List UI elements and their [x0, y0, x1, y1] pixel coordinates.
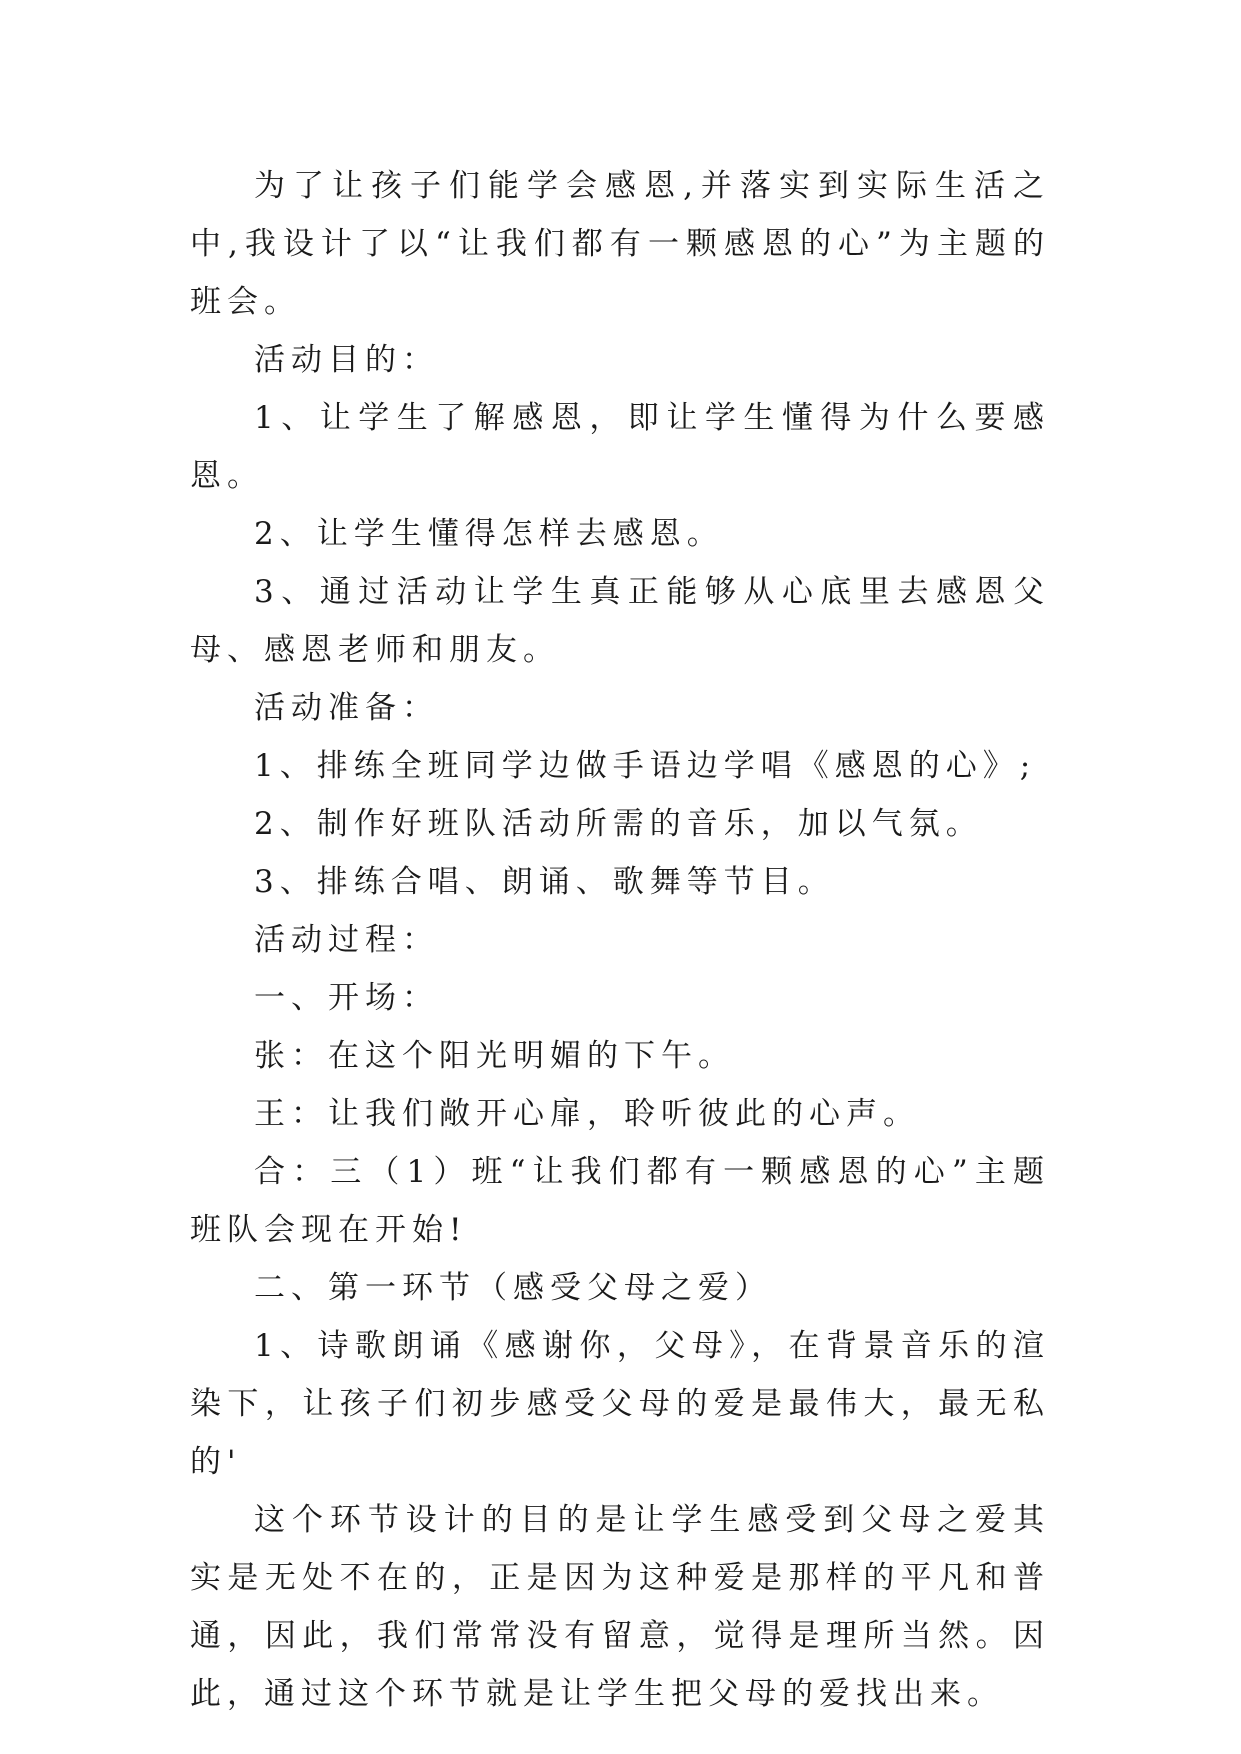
section-opening: 一、开场： [254, 980, 439, 1016]
goal-item-3: 3、通过活动让学生真正能够从心底里去感恩父母、感恩老师和朋友。 [190, 574, 1050, 668]
section-first-part: 二、第一环节（感受父母之爱） [254, 1270, 772, 1306]
dialogue-together: 合：三（1）班“让我们都有一颗感恩的心”主题班队会现在开始! [190, 1154, 1050, 1248]
paragraph-intro: 为了让孩子们能学会感恩,并落实到实际生活之中,我设计了以“让我们都有一颗感恩的心”为主题的班会。 [190, 168, 1050, 320]
first-part-explanation: 这个环节设计的目的是让学生感受到父母之爱其实是无处不在的，正是因为这种爱是那样的平凡和普通，因此，我们常常没有留意，觉得是理所当然。因此，通过这个环节就是让学生把父母的爱找出来。 [190, 1502, 1050, 1712]
goal-item-2: 2、让学生懂得怎样去感恩。 [254, 516, 724, 552]
goal-item-1: 1、让学生了解感恩，即让学生懂得为什么要感恩。 [190, 400, 1050, 494]
heading-activity-process: 活动过程： [254, 922, 439, 958]
preparation-item-1: 1、排练全班同学边做手语边学唱《感恩的心》; [254, 748, 1037, 784]
document-body [190, 157, 1050, 1723]
heading-activity-goals: 活动目的： [254, 342, 439, 378]
dialogue-zhang: 张：在这个阳光明媚的下午。 [254, 1038, 735, 1074]
preparation-item-3: 3、排练合唱、朗诵、歌舞等节目。 [254, 864, 835, 900]
dialogue-wang: 王：让我们敞开心扉，聆听彼此的心声。 [254, 1096, 920, 1132]
first-part-item-1: 1、诗歌朗诵《感谢你，父母》，在背景音乐的渲染下，让孩子们初步感受父母的爱是最伟大，最无私的' [190, 1328, 1050, 1480]
preparation-item-2: 2、制作好班队活动所需的音乐，加以气氛。 [254, 806, 983, 842]
heading-activity-preparation: 活动准备： [254, 690, 439, 726]
